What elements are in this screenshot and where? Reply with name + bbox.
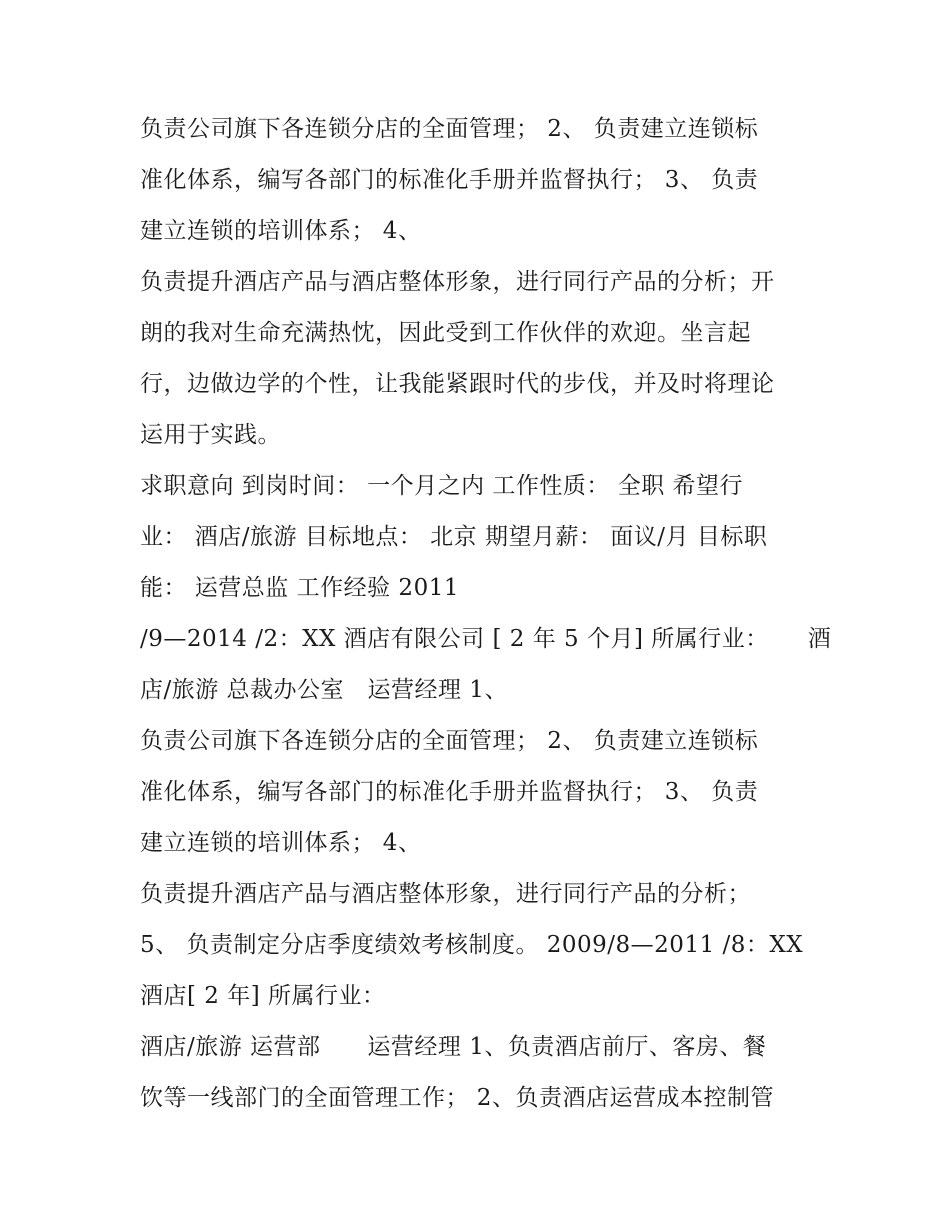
text-line: 能： 运营总监 工作经验 2011	[140, 575, 459, 601]
text-line: 业： 酒店/旅游 目标地点： 北京 期望月薪： 面议/月 目标职	[140, 524, 768, 550]
text-line: 准化体系，编写各部门的标准化手册并监督执行； 3、 负责	[140, 779, 759, 805]
text-line: 建立连锁的培训体系； 4、	[140, 830, 422, 856]
text-line: 负责提升酒店产品与酒店整体形象，进行同行产品的分析；开	[140, 269, 775, 295]
text-line: 朗的我对生命充满热忱，因此受到工作伙伴的欢迎。坐言起	[140, 320, 751, 346]
text-line: 负责公司旗下各连锁分店的全面管理； 2、 负责建立连锁标	[140, 728, 759, 754]
text-line: 酒店/旅游 运营部 运营经理 1、负责酒店前厅、客房、餐	[140, 1034, 767, 1060]
text-line: 饮等一线部门的全面管理工作； 2、负责酒店运营成本控制管	[140, 1085, 774, 1111]
text-line: 酒店[ 2 年] 所属行业：	[140, 983, 386, 1009]
text-line: 5、 负责制定分店季度绩效考核制度。 2009/8—2011 /8：XX	[140, 932, 804, 958]
text-line: /9—2014 /2：XX 酒店有限公司 [ 2 年 5 个月] 所属行业： 酒	[140, 626, 832, 652]
text-line: 运用于实践。	[140, 422, 281, 448]
text-line: 负责公司旗下各连锁分店的全面管理； 2、 负责建立连锁标	[140, 116, 759, 142]
text-line: 求职意向 到岗时间： 一个月之内 工作性质： 全职 希望行	[140, 473, 744, 499]
text-line: 店/旅游 总裁办公室 运营经理 1、	[140, 677, 508, 703]
text-line: 行，边做边学的个性，让我能紧跟时代的步伐，并及时将理论	[140, 371, 775, 397]
text-line: 建立连锁的培训体系； 4、	[140, 218, 422, 244]
document-body	[140, 104, 830, 1124]
text-line: 准化体系，编写各部门的标准化手册并监督执行； 3、 负责	[140, 167, 759, 193]
text-line: 负责提升酒店产品与酒店整体形象，进行同行产品的分析；	[140, 881, 751, 907]
